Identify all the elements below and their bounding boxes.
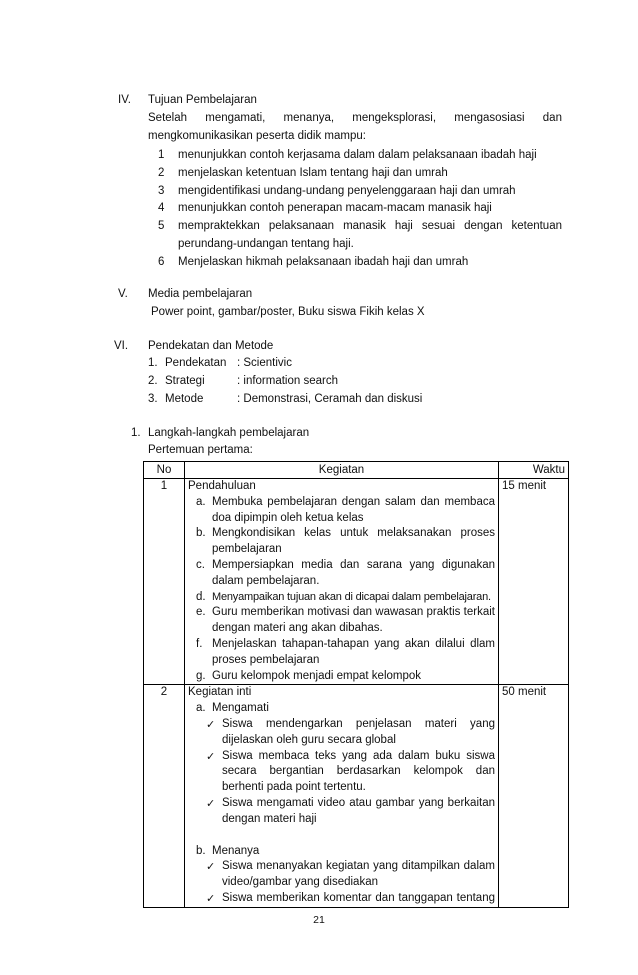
header-waktu: Waktu (499, 462, 569, 479)
checkmark-icon: ✓ (206, 796, 216, 810)
checkmark-icon: ✓ (206, 891, 216, 905)
method-label: Pendekatan (165, 357, 227, 369)
intro-word: mengeksplorasi, (352, 112, 437, 124)
check-item: ✓ Siswa mengamati video atau gambar yang berkaitan dengan materi haji (188, 796, 495, 828)
objective-text: mengidentifikasi undang-undang penyelenggaraan haji dan umrah (178, 185, 516, 197)
steps-number: 1. (131, 427, 141, 439)
objective-number: 1 (158, 149, 165, 161)
page-number: 21 (313, 914, 325, 926)
row-number: 2 (144, 685, 185, 907)
section-title: Media pembelajaran (148, 288, 253, 300)
objective-number: 6 (158, 256, 165, 268)
checkmark-icon: ✓ (206, 717, 216, 731)
check-item: ✓ Siswa memberikan komentar dan tanggapan tentang (206, 891, 495, 905)
method-value: : Demonstrasi, Ceramah dan diskusi (237, 393, 423, 405)
objective-item (0, 256, 638, 274)
section-title: Tujuan Pembelajaran (148, 94, 257, 106)
intro-word: dan (542, 112, 562, 124)
activity-item: g. Guru kelompok menjadi empat kelompok (196, 669, 422, 682)
activity-subsection: b. Menanya (196, 844, 260, 857)
table-row (144, 479, 569, 685)
objective-text: menunjukkan contoh kerjasama dalam dalam pelaksanaan ibadah haji (178, 149, 537, 161)
method-number: 2. (148, 375, 158, 387)
checkmark-icon: ✓ (206, 860, 216, 874)
activity-item: a. Membuka pembelajaran dengan salam dan membaca doa dipimpin oleh ketua kelas (196, 495, 495, 524)
intro-word: mengasosiasi (454, 112, 525, 124)
header-kegiatan: Kegiatan (185, 462, 499, 479)
table-row (144, 685, 569, 907)
activity-table (143, 461, 569, 908)
table-header-row (144, 462, 569, 479)
objective-number: 2 (158, 167, 165, 179)
row-duration: 15 menit (499, 479, 569, 685)
section-title: Pendekatan dan Metode (148, 340, 274, 352)
section-number: IV. (118, 94, 132, 106)
check-item: ✓ Siswa mendengarkan penjelasan materi yang dijelaskan oleh guru secara global (188, 717, 495, 749)
steps-title: Langkah-langkah pembelajaran (148, 427, 310, 439)
row-number: 1 (144, 479, 185, 685)
header-no: No (144, 462, 185, 479)
activity-item: e. Guru memberikan motivasi dan wawasan praktis terkait dengan materi ang akan dibahas. (196, 606, 495, 635)
activity-title: Kegiatan inti (188, 686, 252, 699)
objective-item (0, 149, 638, 167)
objective-item (0, 202, 638, 220)
checkmark-icon: ✓ (206, 749, 216, 763)
method-number: 3. (148, 393, 158, 405)
objective-text: menunjukkan contoh penerapan macam-macam manasik haji (178, 202, 492, 214)
row-duration: 50 menit (499, 685, 569, 907)
check-item: ✓ Siswa menanyakan kegiatan yang ditampilkan dalam video/gambar yang disediakan (188, 859, 495, 891)
objective-item-continued (0, 238, 638, 256)
intro-line-2: mengkomunikasikan peserta didik mampu: (148, 130, 366, 142)
objective-number: 5 (158, 220, 165, 232)
objective-item (0, 220, 638, 238)
activity-item: d. Menyampaikan tujuan akan di dicapai dalam pembelajaran. (196, 590, 491, 603)
objective-text: mempraktekkan pelaksanaan manasik haji sesuai dengan ketentuan (178, 220, 562, 232)
row-activities (185, 479, 499, 685)
intro-word: menanya, (283, 112, 335, 124)
activity-item: f. Menjelaskan tahapan-tahapan yang akan dilalui dlam proses pembelajaran (196, 637, 495, 666)
activity-title: Pendahuluan (188, 480, 256, 492)
intro-word: Setelah (148, 112, 188, 124)
objective-number: 3 (158, 185, 165, 197)
section-number: V. (118, 288, 128, 300)
method-number: 1. (148, 357, 158, 369)
section-number: VI. (114, 340, 129, 352)
method-label: Metode (165, 393, 204, 405)
activity-item: b. Mengkondisikan kelas untuk melaksanakan proses pembelajaran (196, 527, 495, 556)
activity-subsection: a. Mengamati (196, 702, 269, 715)
intro-line-1 (148, 112, 562, 124)
method-value: : information search (237, 375, 338, 387)
objective-item (0, 167, 638, 185)
objective-text: Menjelaskan hikmah pelaksanaan ibadah haji dan umrah (178, 256, 469, 268)
method-value: : Scientivic (237, 357, 292, 369)
method-label: Strategi (165, 375, 205, 387)
activity-item: c. Mempersiapkan media dan sarana yang digunakan dalam pembelajaran. (196, 558, 495, 587)
objective-text: perundang-undangan tentang haji. (178, 238, 354, 250)
media-content: Power point, gambar/poster, Buku siswa Fikih kelas X (151, 306, 425, 318)
row-activities (185, 685, 499, 907)
intro-word: mengamati, (205, 112, 266, 124)
steps-subtitle: Pertemuan pertama: (148, 444, 253, 456)
objective-item (0, 185, 638, 203)
objective-number: 4 (158, 202, 165, 214)
objective-text: menjelaskan ketentuan Islam tentang haji dan umrah (178, 167, 448, 179)
check-item: ✓ Siswa membaca teks yang ada dalam buku siswa secara bergantian berdasarkan kelompok dan berhenti pada point tertentu. (188, 749, 495, 796)
